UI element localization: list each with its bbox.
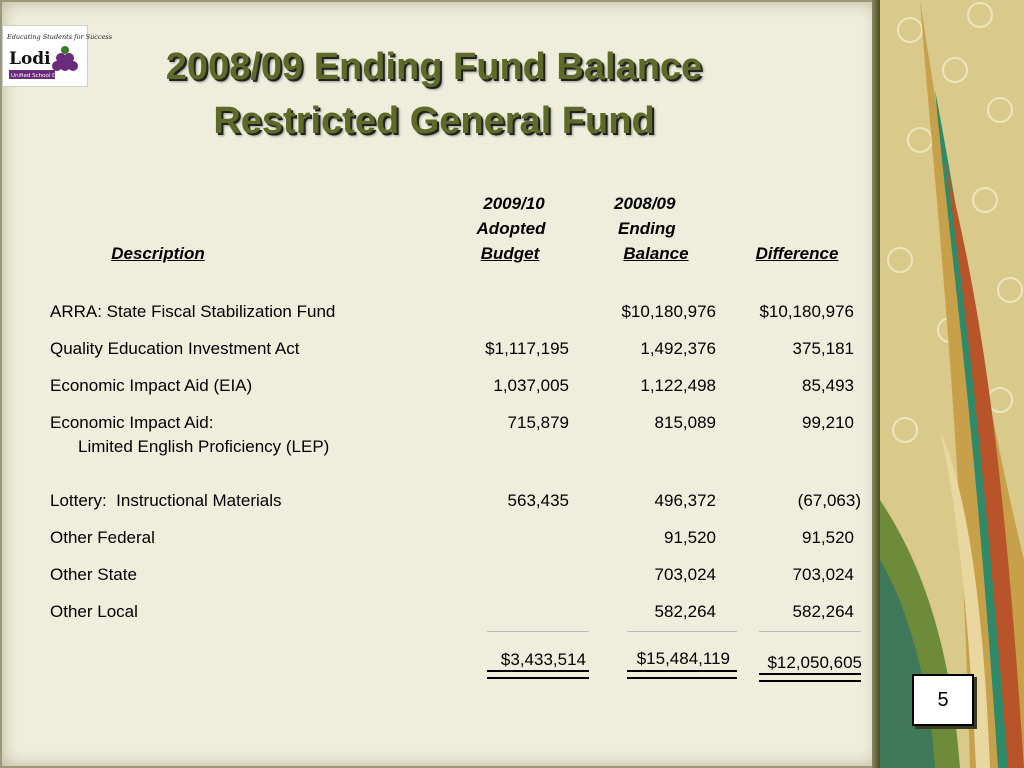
row-difference: 582,264: [792, 602, 854, 621]
row-label: ARRA: State Fiscal Stabilization Fund: [50, 302, 336, 321]
subtotal-rule: [627, 631, 737, 632]
header-budget-adopted: Adopted: [476, 219, 546, 238]
total-balance: $15,484,119: [636, 649, 730, 668]
row-label: Economic Impact Aid (EIA): [50, 376, 253, 395]
row-budget: 1,037,005: [493, 376, 569, 395]
header-balance-year: 2008/09: [614, 194, 676, 213]
row-balance: 582,264: [654, 602, 716, 621]
row-balance: 91,520: [664, 528, 716, 547]
total-double-underline: [627, 670, 737, 679]
row-balance: 703,024: [654, 565, 716, 584]
row-label: Quality Education Investment Act: [50, 339, 300, 358]
header-balance-ending: Ending: [618, 219, 676, 238]
svg-text:Educating Students for Success: Educating Students for Success: [7, 33, 113, 41]
row-difference: 375,181: [792, 339, 854, 358]
page-number: 5: [912, 674, 974, 726]
row-label: Other Federal: [50, 528, 155, 547]
row-budget: 563,435: [507, 491, 569, 510]
row-difference: 703,024: [792, 565, 854, 584]
subtotal-rule: [487, 631, 589, 632]
header-difference: Difference: [755, 244, 839, 263]
total-difference: $12,050,605: [767, 653, 862, 672]
row-difference: 85,493: [802, 376, 854, 395]
row-balance: 815,089: [654, 413, 716, 432]
total-budget: $3,433,514: [500, 650, 586, 669]
row-label: Lottery: Instructional Materials: [50, 491, 282, 510]
row-difference: (67,063): [797, 491, 861, 510]
row-balance: $10,180,976: [621, 302, 716, 321]
row-label: Other State: [50, 565, 137, 584]
header-budget-year: 2009/10: [483, 194, 545, 213]
page-title-line-2: Restricted General Fund: [213, 100, 655, 142]
row-label: Economic Impact Aid:: [50, 413, 214, 432]
svg-text:Unified School District: Unified School District: [11, 73, 72, 79]
decorative-floral-panel: [880, 0, 1024, 768]
row-label-continued: Limited English Proficiency (LEP): [78, 437, 330, 456]
row-difference: $10,180,976: [759, 302, 854, 321]
row-difference: 91,520: [802, 528, 854, 547]
page-title-line-1: 2008/09 Ending Fund Balance: [165, 46, 703, 88]
row-difference: 99,210: [802, 413, 854, 432]
svg-text:Lodi: Lodi: [9, 49, 51, 69]
total-double-underline: [487, 670, 589, 679]
row-balance: 1,122,498: [640, 376, 716, 395]
header-balance-label: Balance: [623, 244, 689, 263]
row-balance: 496,372: [654, 491, 716, 510]
subtotal-rule: [759, 631, 861, 632]
row-budget: $1,117,195: [485, 339, 569, 358]
header-description: Description: [111, 244, 205, 263]
header-budget-label: Budget: [480, 244, 540, 263]
row-label: Other Local: [50, 602, 138, 621]
total-double-underline: [759, 673, 861, 682]
row-budget: 715,879: [507, 413, 569, 432]
row-balance: 1,492,376: [640, 339, 716, 358]
